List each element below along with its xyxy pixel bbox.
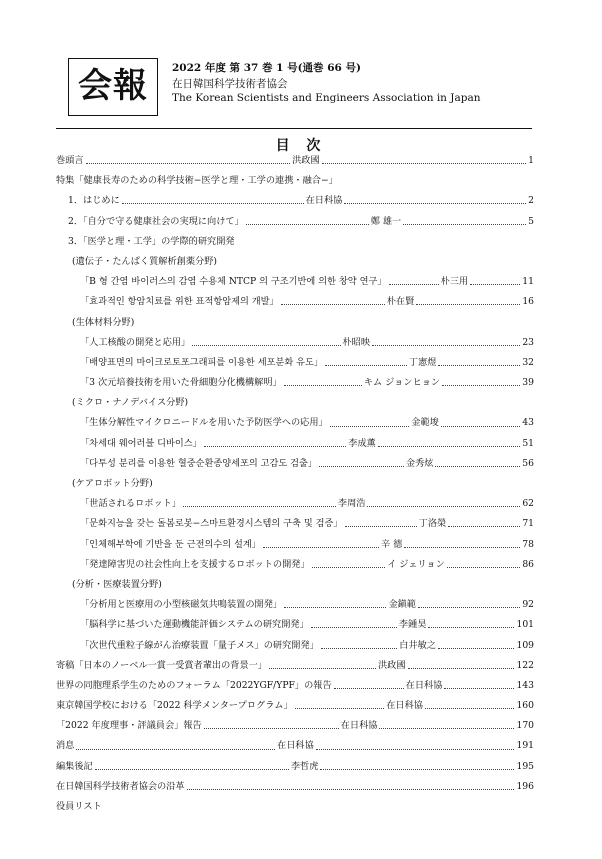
toc-entry: 「배양표면의 마이크로토포그래피를 이용한 세포분화 유도」 丁憲煜 32 [80, 356, 535, 368]
issue-line: 2022 年度 第 37 巻 1 号(通巻 66 号) [172, 62, 361, 74]
toc-entry: 編集後記 李哲虎 195 [56, 760, 535, 772]
toc-entry: 「人工核酸の開発と応用」 朴昭映 23 [80, 336, 535, 348]
toc-section-heading: 特集「健康長寿のための科学技術−医学と理・工学の連携・融合−」 [56, 175, 338, 187]
toc-entry: 「효과적인 항암치료를 위한 표적항암제의 개발」 朴在賢 16 [80, 296, 535, 308]
toc-field-heading: (ケアロボット分野) [72, 478, 153, 489]
toc-entry: 巻頭言 洪政國 1 [56, 155, 535, 166]
toc-entry: 「3 次元培養技術を用いた骨細胞分化機構解明」 キム ジョンヒョン 39 [80, 377, 534, 389]
toc-heading: 目 次 [275, 138, 327, 154]
toc-field-heading: (遺伝子・たんぱく質解析創薬分野) [72, 255, 217, 267]
table-of-contents [56, 151, 534, 817]
toc-entry: 「分析用と医療用の小型核磁気共鳴装置の開発」 金鎭範 92 [80, 599, 535, 611]
toc-entry: 「世話されるロボット」 李周浩 62 [80, 498, 535, 510]
toc-entry: 消息 在日科協 191 [56, 740, 535, 752]
toc-entry: 「発達障害児の社会性向上を支援するロボットの開発」 イ ジェリョン 86 [80, 558, 535, 570]
toc-section-heading: 3．「医学と理・工学」の学際的研究開発 [68, 235, 235, 247]
toc-field-heading: (ミクロ・ナノデバイス分野) [72, 397, 189, 409]
toc-entry: 世界の同胞理系学生のためのフォーラム「2022YGF/YPF」の報告 在日科協 143 [56, 679, 534, 691]
toc-entry: 東京韓国学校における「2022 科学メンタープログラム」 在日科協 160 [56, 700, 534, 712]
header-divider [56, 128, 532, 129]
toc-entry: 「인체해부학에 기반을 둔 근전의수의 설계」 辛 德 78 [80, 538, 534, 550]
toc-entry: 「生体分解性マイクロニードルを用いた予防医学への応用」 金範埈 43 [80, 417, 534, 429]
toc-entry: 寄稿「日本のノーベル一賞一受賞者輩出の背景一」 洪政國 122 [56, 659, 534, 671]
toc-entry: 2．「自分で守る健康社会の実現に向けて」 鄭 雄一 5 [68, 215, 534, 227]
toc-entry: 「2022 年度理事・評議員会」報告 在日科協 170 [56, 720, 535, 732]
toc-entry: 「B 형 간염 바이러스의 감염 수용체 NTCP 의 구조기반에 의한 창약 연구」 朴三用 11 [80, 276, 534, 288]
toc-entry: 「次世代重粒子線がん治療装置「量子メス」の研究開発」 白井敏之 109 [80, 639, 535, 651]
journal-logo: 会報 [68, 58, 158, 116]
toc-entry: 役員リスト [56, 801, 102, 812]
toc-entry: 「脳科学に基づいた運動機能評価システムの研究開発」 李鍾昊 101 [80, 619, 535, 631]
toc-field-heading: (生体材料分野) [72, 316, 135, 328]
toc-field-heading: (分析・医療装置分野) [72, 578, 162, 590]
toc-entry: 「다투성 분리를 이용한 혈중순환종양세포의 고감도 검출」 金秀炫 56 [80, 457, 534, 469]
association-name-en: The Korean Scientists and Engineers Association in Japan [172, 92, 481, 104]
association-name-ja: 在日韓国科学技術者協会 [172, 78, 288, 90]
toc-entry: 「문화지능을 갖는 돌봄로봇−스마트환경시스템의 구축 및 검증」 丁洛榮 71 [80, 518, 535, 530]
toc-entry: 在日韓国科学技術者協会の沿革 196 [56, 780, 534, 792]
toc-entry: 1．はじめに 在日科協 2 [68, 195, 534, 207]
toc-entry: 「차세대 웨어러블 디바이스」 李成薫 51 [80, 437, 535, 449]
